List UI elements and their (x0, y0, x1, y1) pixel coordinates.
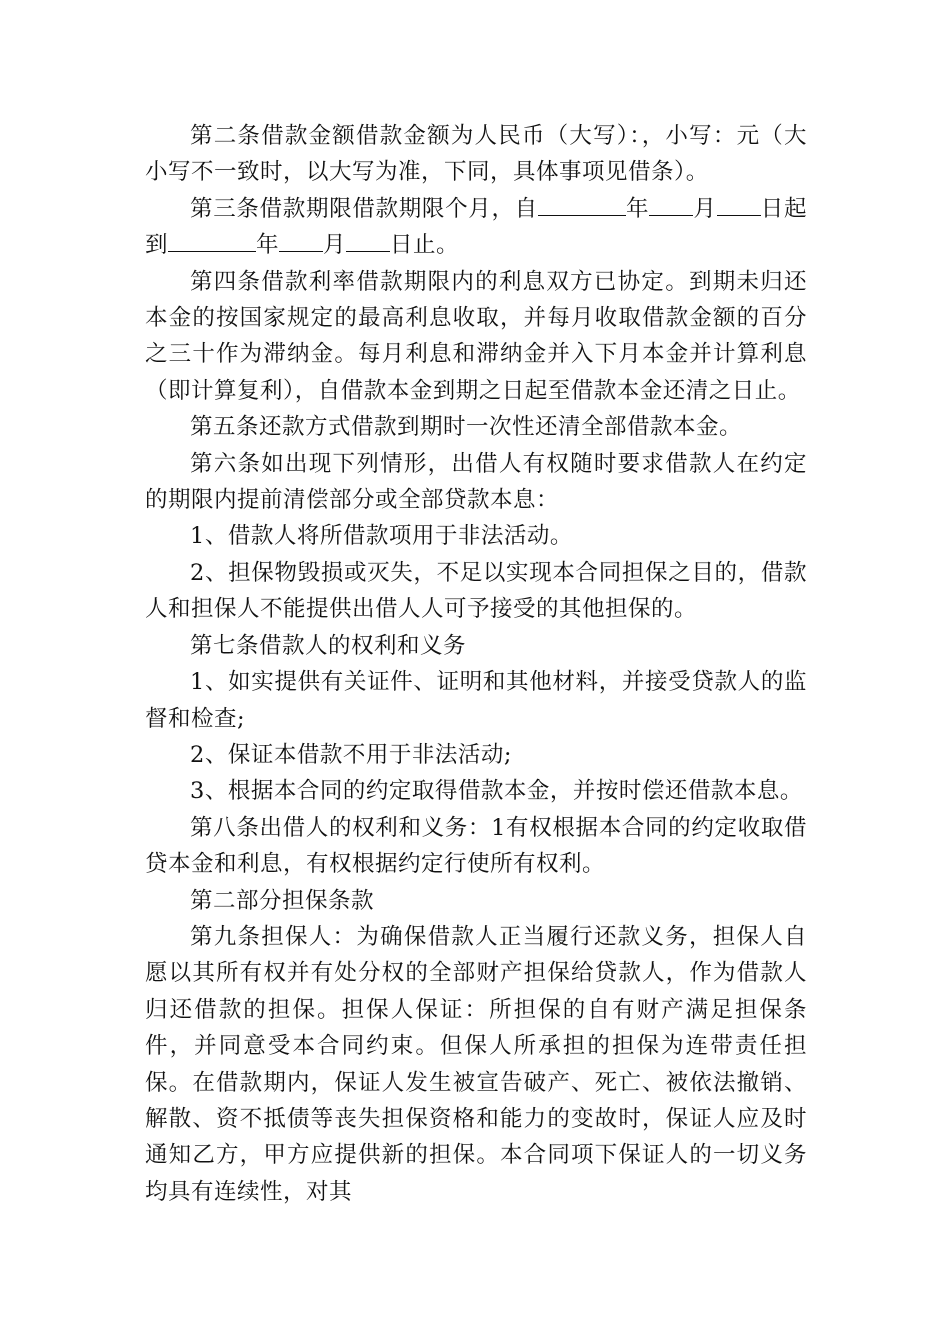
clause-3-text-e: 年 (256, 232, 280, 259)
clause-2-loan-amount: 第二条借款金额借款金额为人民币（大写）：，小写：元（大小写不一致时，以大写为准，下同，具体事项见借条）。 (145, 123, 807, 186)
end-year-blank[interactable] (168, 229, 256, 252)
document-page (145, 118, 807, 1210)
clause-3-text-b: 年 (625, 195, 650, 222)
start-day-blank[interactable] (717, 193, 761, 216)
part-2-heading: 第二部分担保条款 (190, 887, 375, 914)
clause-7-borrower-rights: 第七条借款人的权利和义务 (190, 632, 467, 659)
clause-3-text-g: 日止。 (390, 232, 460, 259)
clause-5-repayment: 第五条还款方式借款到期时一次性还清全部借款本金。 (190, 414, 743, 441)
clause-7-item-2: 2、保证本借款不用于非法活动; (190, 741, 512, 768)
start-month-blank[interactable] (649, 193, 693, 216)
clause-4-interest-rate: 第四条借款利率借款期限内的利息双方已协定。到期未归还本金的按国家规定的最高利息收取，并每月收取借款金额的百分之三十作为滞纳金。每月利息和滞纳金并入下月本金并计算利息（即计算复利），自借款本金到期之日起至借款本金还清之日止。 (145, 268, 807, 404)
clause-3-text-d: 日起到 (145, 195, 807, 259)
clause-6-early-repayment: 第六条如出现下列情形，出借人有权随时要求借款人在约定的期限内提前清偿部分或全部贷款本息： (145, 450, 807, 514)
clause-3-text-c: 月 (693, 195, 717, 222)
clause-3-loan-term (145, 191, 807, 264)
clause-7-item-1: 1、如实提供有关证件、证明和其他材料，并接受贷款人的监督和检查; (145, 669, 807, 732)
clause-3-text-f: 月 (323, 232, 347, 259)
end-day-blank[interactable] (346, 229, 390, 252)
clause-3-text-a: 第三条借款期限借款期限个月，自 (190, 195, 538, 222)
end-month-blank[interactable] (279, 229, 323, 252)
clause-6-item-1: 1、借款人将所借款项用于非法活动。 (190, 523, 573, 550)
clause-9-guarantor: 第九条担保人：为确保借款人正当履行还款义务，担保人自愿以其所有权并有处分权的全部财产担保给贷款人，作为借款人归还借款的担保。担保人保证：所担保的自有财产满足担保条件，并同意受本合同约束。但保人所承担的担保为连带责任担保。在借款期内，保证人发生被宣告破产、死亡、被依法撤销、解散、资不抵债等丧失担保资格和能力的变故时，保证人应及时通知乙方，甲方应提供新的担保。本合同项下保证人的一切义务均具有连续性，对其 (145, 923, 807, 1205)
clause-8-lender-rights: 第八条出借人的权利和义务：1有权根据本合同的约定收取借贷本金和利息，有权根据约定行使所有权利。 (145, 814, 807, 878)
clause-6-item-2: 2、担保物毁损或灭失，不足以实现本合同担保之目的，借款人和担保人不能提供出借人人可予接受的其他担保的。 (145, 559, 807, 623)
start-year-blank[interactable] (538, 193, 626, 216)
clause-7-item-3: 3、根据本合同的约定取得借款本金，并按时偿还借款本息。 (190, 778, 803, 805)
